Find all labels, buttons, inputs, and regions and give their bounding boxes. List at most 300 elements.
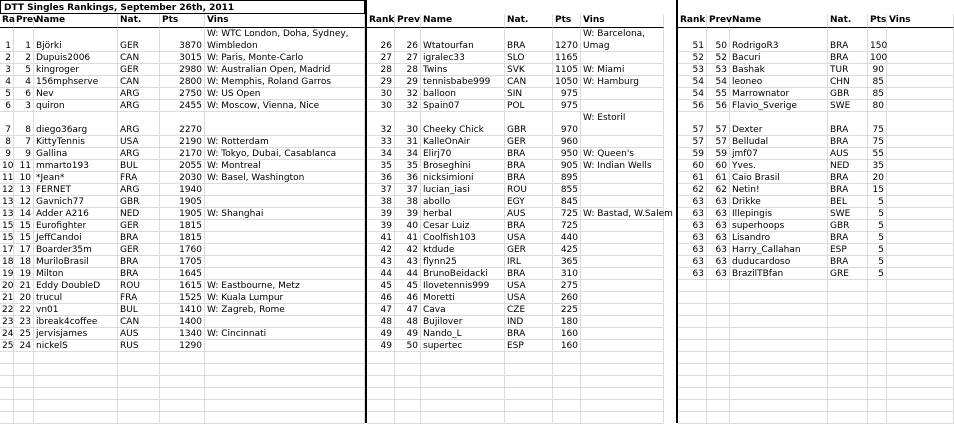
cell-pts[interactable]: 3015 <box>160 52 205 64</box>
cell-nat[interactable]: POL <box>505 100 553 112</box>
cell-wins[interactable] <box>887 148 954 160</box>
cell-pts[interactable]: 2980 <box>160 64 205 76</box>
cell-rank[interactable]: 63 <box>678 232 707 244</box>
cell-prev[interactable]: 31 <box>395 136 421 148</box>
cell-prev[interactable]: 34 <box>395 148 421 160</box>
cell-rank[interactable]: 60 <box>678 160 707 172</box>
cell-pts[interactable]: 2455 <box>160 100 205 112</box>
cell-prev[interactable]: 3 <box>14 100 34 112</box>
cell-name[interactable]: nicksimioni <box>421 172 505 184</box>
cell-pts[interactable]: 225 <box>553 304 581 316</box>
cell-nat[interactable]: GBR <box>118 196 160 208</box>
cell-nat[interactable]: BRA <box>505 268 553 280</box>
rank-header[interactable]: Rank <box>367 14 395 28</box>
cell-pts[interactable]: 845 <box>553 196 581 208</box>
cell-prev[interactable]: 23 <box>14 316 34 328</box>
cell-nat[interactable]: BRA <box>118 268 160 280</box>
cell-pts[interactable]: 180 <box>553 316 581 328</box>
cell-nat[interactable]: TUR <box>828 64 868 76</box>
cell-nat[interactable]: BRA <box>118 232 160 244</box>
cell-rank[interactable]: 15 <box>2 221 14 231</box>
cell-rank[interactable]: 18 <box>2 257 14 267</box>
cell-wins[interactable]: W: Kuala Lumpur <box>205 292 365 304</box>
empty-cell[interactable] <box>707 388 730 400</box>
empty-cell[interactable] <box>118 376 160 388</box>
cell-pts[interactable]: 5 <box>868 220 887 232</box>
cell-prev[interactable]: 21 <box>14 280 34 292</box>
cell-rank[interactable]: 24 <box>2 329 14 339</box>
cell-prev[interactable]: 20 <box>14 292 34 304</box>
cell-pts[interactable]: 35 <box>868 160 887 172</box>
cell-nat[interactable]: CAN <box>118 76 160 88</box>
cell-name[interactable]: Coolfish103 <box>421 232 505 244</box>
cell-wins[interactable]: W: Barcelona, Umag <box>581 28 664 52</box>
cell-nat[interactable]: ESP <box>505 340 553 352</box>
cell-prev[interactable]: 1 <box>14 28 34 52</box>
name-header[interactable]: Name <box>730 14 828 28</box>
empty-cell[interactable] <box>581 376 664 388</box>
empty-cell[interactable] <box>678 280 707 292</box>
cell-name[interactable]: Moretti <box>421 292 505 304</box>
cell-name[interactable]: abollo <box>421 196 505 208</box>
cell-prev[interactable]: 57 <box>707 136 730 148</box>
cell-rank[interactable]: 63 <box>678 220 707 232</box>
cell-nat[interactable]: EGY <box>505 196 553 208</box>
cell-name[interactable]: duducardoso <box>730 256 828 268</box>
cell-pts[interactable]: 1290 <box>160 340 205 352</box>
empty-cell[interactable] <box>581 388 664 400</box>
cell-pts[interactable]: 160 <box>553 340 581 352</box>
cell-name[interactable]: Cheeky Chick <box>421 112 505 136</box>
empty-cell[interactable] <box>868 292 887 304</box>
cell-pts[interactable]: 75 <box>868 136 887 148</box>
empty-cell[interactable] <box>0 412 14 424</box>
cell-wins[interactable]: W: Australian Open, Madrid <box>205 64 365 76</box>
cell-prev[interactable]: 12 <box>14 196 34 208</box>
cell-nat[interactable]: AUS <box>828 148 868 160</box>
empty-cell[interactable] <box>160 364 205 376</box>
cell-rank[interactable]: 29 <box>367 76 395 88</box>
cell-name[interactable]: mmarto193 <box>34 160 118 172</box>
cell-name[interactable]: balloon <box>421 88 505 100</box>
cell-prev[interactable]: 53 <box>707 64 730 76</box>
empty-cell[interactable] <box>505 412 553 424</box>
empty-cell[interactable] <box>367 400 395 412</box>
cell-wins[interactable]: W: Paris, Monte-Carlo <box>205 52 365 64</box>
empty-cell[interactable] <box>707 412 730 424</box>
cell-pts[interactable]: 1400 <box>160 316 205 328</box>
empty-cell[interactable] <box>678 376 707 388</box>
cell-prev[interactable]: 7 <box>14 136 34 148</box>
empty-cell[interactable] <box>730 412 828 424</box>
cell-wins[interactable]: W: Miami <box>581 64 664 76</box>
cell-pts[interactable]: 275 <box>553 280 581 292</box>
cell-rank[interactable]: 42 <box>367 244 395 256</box>
cell-rank[interactable]: 21 <box>2 293 14 303</box>
empty-cell[interactable] <box>118 352 160 364</box>
cell-prev[interactable]: 11 <box>14 160 34 172</box>
prev-header[interactable]: Prev <box>707 14 730 28</box>
cell-rank[interactable]: 51 <box>678 28 707 52</box>
empty-cell[interactable] <box>868 352 887 364</box>
empty-cell[interactable] <box>868 376 887 388</box>
cell-nat[interactable]: CZE <box>505 304 553 316</box>
cell-wins[interactable] <box>205 196 365 208</box>
cell-wins[interactable]: W: Cincinnati <box>205 328 365 340</box>
cell-prev[interactable]: 49 <box>395 328 421 340</box>
nat-header[interactable]: Nat. <box>505 14 553 28</box>
empty-cell[interactable] <box>14 388 34 400</box>
empty-cell[interactable] <box>553 412 581 424</box>
cell-pts[interactable]: 15 <box>868 184 887 196</box>
cell-wins[interactable]: W: WTC London, Doha, Sydney, Wimbledon <box>205 28 365 52</box>
cell-name[interactable]: Milton <box>34 268 118 280</box>
cell-prev[interactable]: 63 <box>707 232 730 244</box>
nat-header[interactable]: Nat. <box>118 14 160 28</box>
cell-nat[interactable]: ARG <box>118 100 160 112</box>
empty-cell[interactable] <box>730 388 828 400</box>
empty-cell[interactable] <box>14 352 34 364</box>
cell-rank[interactable]: 7 <box>0 112 14 136</box>
cell-pts[interactable]: 5 <box>868 256 887 268</box>
cell-nat[interactable]: FRA <box>118 172 160 184</box>
cell-prev[interactable]: 63 <box>707 256 730 268</box>
empty-cell[interactable] <box>828 388 868 400</box>
cell-name[interactable]: Caio Brasil <box>730 172 828 184</box>
cell-wins[interactable] <box>887 88 954 100</box>
empty-cell[interactable] <box>730 280 828 292</box>
cell-name[interactable]: Belludal <box>730 136 828 148</box>
cell-nat[interactable]: NED <box>118 208 160 220</box>
nat-header[interactable]: Nat. <box>828 14 868 28</box>
cell-name[interactable]: ibreak4coffee <box>34 316 118 328</box>
cell-pts[interactable]: 1105 <box>553 64 581 76</box>
empty-cell[interactable] <box>868 280 887 292</box>
cell-prev[interactable]: 40 <box>395 220 421 232</box>
cell-pts[interactable]: 85 <box>868 88 887 100</box>
empty-cell[interactable] <box>505 364 553 376</box>
cell-name[interactable]: Nev <box>34 88 118 100</box>
cell-name[interactable]: Gavnich77 <box>34 196 118 208</box>
empty-cell[interactable] <box>34 388 118 400</box>
cell-nat[interactable]: IND <box>505 316 553 328</box>
empty-cell[interactable] <box>160 352 205 364</box>
empty-cell[interactable] <box>887 412 954 424</box>
empty-cell[interactable] <box>14 400 34 412</box>
cell-wins[interactable]: W: Moscow, Vienna, Nice <box>205 100 365 112</box>
cell-pts[interactable]: 365 <box>553 256 581 268</box>
cell-prev[interactable]: 25 <box>14 328 34 340</box>
empty-cell[interactable] <box>887 292 954 304</box>
cell-prev[interactable]: 50 <box>707 28 730 52</box>
cell-wins[interactable] <box>581 88 664 100</box>
cell-wins[interactable] <box>581 136 664 148</box>
cell-wins[interactable] <box>205 244 365 256</box>
cell-wins[interactable]: W: Bastad, W.Salem <box>583 209 673 219</box>
cell-name[interactable]: igralec33 <box>421 52 505 64</box>
empty-cell[interactable] <box>205 352 365 364</box>
cell-prev[interactable]: 17 <box>14 244 34 256</box>
cell-pts[interactable]: 1815 <box>160 220 205 232</box>
cell-nat[interactable]: IRL <box>505 256 553 268</box>
cell-rank[interactable]: 45 <box>367 280 395 292</box>
cell-prev[interactable]: 43 <box>395 256 421 268</box>
empty-cell[interactable] <box>828 292 868 304</box>
cell-rank[interactable]: 63 <box>678 268 707 280</box>
cell-wins[interactable] <box>887 244 954 256</box>
cell-wins[interactable] <box>581 172 664 184</box>
cell-prev[interactable]: 37 <box>395 184 421 196</box>
cell-rank[interactable]: 33 <box>367 136 395 148</box>
cell-prev[interactable]: 14 <box>14 208 34 220</box>
empty-cell[interactable] <box>0 364 14 376</box>
cell-nat[interactable]: USA <box>505 232 553 244</box>
empty-cell[interactable] <box>505 400 553 412</box>
cell-wins[interactable] <box>581 100 664 112</box>
cell-prev[interactable]: 32 <box>395 100 421 112</box>
cell-nat[interactable]: ARG <box>118 184 160 196</box>
rank-header[interactable]: Ra <box>0 14 14 28</box>
empty-cell[interactable] <box>581 412 664 424</box>
cell-prev[interactable]: 54 <box>707 76 730 88</box>
empty-cell[interactable] <box>505 352 553 364</box>
empty-cell[interactable] <box>678 400 707 412</box>
cell-rank[interactable]: 63 <box>678 196 707 208</box>
cell-wins[interactable]: W: Estoril <box>581 112 664 136</box>
cell-pts[interactable]: 5 <box>868 208 887 220</box>
cell-nat[interactable]: GER <box>505 136 553 148</box>
empty-cell[interactable] <box>678 316 707 328</box>
cell-pts[interactable]: 55 <box>868 148 887 160</box>
cell-prev[interactable]: 2 <box>14 52 34 64</box>
empty-cell[interactable] <box>395 412 421 424</box>
empty-cell[interactable] <box>707 364 730 376</box>
cell-name[interactable]: Netin! <box>730 184 828 196</box>
cell-wins[interactable]: W: Zagreb, Rome <box>205 304 365 316</box>
cell-name[interactable]: Broseghini <box>421 160 505 172</box>
cell-rank[interactable]: 4 <box>0 76 14 88</box>
cell-prev[interactable]: 47 <box>395 304 421 316</box>
cell-nat[interactable]: ARG <box>118 112 160 136</box>
empty-cell[interactable] <box>118 400 160 412</box>
cell-nat[interactable]: CAN <box>118 52 160 64</box>
cell-wins[interactable] <box>887 268 954 280</box>
cell-pts[interactable]: 975 <box>553 100 581 112</box>
cell-prev[interactable]: 6 <box>14 88 34 100</box>
cell-pts[interactable]: 1760 <box>160 244 205 256</box>
cell-name[interactable]: KalleOnAir <box>421 136 505 148</box>
cell-nat[interactable]: USA <box>505 292 553 304</box>
empty-cell[interactable] <box>0 352 14 364</box>
empty-cell[interactable] <box>828 400 868 412</box>
cell-pts[interactable]: 1340 <box>160 328 205 340</box>
cell-prev[interactable]: 61 <box>707 172 730 184</box>
cell-rank[interactable]: 62 <box>678 184 707 196</box>
cell-name[interactable]: Drikke <box>730 196 828 208</box>
cell-wins[interactable] <box>887 112 954 136</box>
cell-pts[interactable]: 100 <box>870 53 888 63</box>
cell-pts[interactable]: 2800 <box>160 76 205 88</box>
cell-rank[interactable]: 41 <box>367 232 395 244</box>
cell-nat[interactable]: CAN <box>505 76 553 88</box>
cell-wins[interactable] <box>887 64 954 76</box>
cell-pts[interactable]: 725 <box>553 220 581 232</box>
cell-pts[interactable]: 1645 <box>160 268 205 280</box>
empty-cell[interactable] <box>678 412 707 424</box>
empty-cell[interactable] <box>581 364 664 376</box>
cell-name[interactable]: kingroger <box>34 64 118 76</box>
empty-cell[interactable] <box>395 388 421 400</box>
cell-rank[interactable]: 57 <box>678 136 707 148</box>
cell-name[interactable]: Cava <box>421 304 505 316</box>
empty-cell[interactable] <box>367 352 395 364</box>
empty-cell[interactable] <box>730 376 828 388</box>
cell-rank[interactable]: 36 <box>367 172 395 184</box>
empty-cell[interactable] <box>707 280 730 292</box>
wins-header[interactable]: Vins <box>205 14 365 28</box>
cell-pts[interactable]: 2170 <box>160 148 205 160</box>
cell-rank[interactable]: 5 <box>0 88 14 100</box>
cell-name[interactable]: JeffCandoi <box>34 232 118 244</box>
cell-nat[interactable]: AUS <box>118 328 160 340</box>
cell-name[interactable]: Twins <box>421 64 505 76</box>
cell-name[interactable]: 156mphserve <box>34 76 118 88</box>
cell-name[interactable]: Elirj70 <box>421 148 505 160</box>
empty-cell[interactable] <box>14 376 34 388</box>
cell-pts[interactable]: 3870 <box>160 28 205 52</box>
cell-prev[interactable]: 57 <box>707 112 730 136</box>
cell-nat[interactable]: BRA <box>505 220 553 232</box>
cell-wins[interactable] <box>581 184 664 196</box>
cell-rank[interactable]: 23 <box>2 317 14 327</box>
empty-cell[interactable] <box>367 388 395 400</box>
cell-name[interactable]: ktdude <box>421 244 505 256</box>
empty-cell[interactable] <box>730 400 828 412</box>
empty-cell[interactable] <box>421 388 505 400</box>
cell-pts[interactable]: 1050 <box>553 76 581 88</box>
cell-prev[interactable]: 19 <box>14 268 34 280</box>
cell-pts[interactable]: 1615 <box>160 280 205 292</box>
cell-wins[interactable]: W: Queen's <box>581 148 664 160</box>
cell-wins[interactable]: W: Shanghai <box>205 208 365 220</box>
empty-cell[interactable] <box>395 376 421 388</box>
cell-wins[interactable] <box>887 196 954 208</box>
cell-wins[interactable] <box>205 220 365 232</box>
cell-rank[interactable]: 47 <box>367 304 395 316</box>
cell-name[interactable]: tennisbabe999 <box>421 76 505 88</box>
empty-cell[interactable] <box>887 340 954 352</box>
empty-cell[interactable] <box>421 364 505 376</box>
empty-cell[interactable] <box>828 316 868 328</box>
cell-prev[interactable]: 32 <box>395 88 421 100</box>
cell-name[interactable]: Dupuis2006 <box>34 52 118 64</box>
empty-cell[interactable] <box>730 340 828 352</box>
cell-pts[interactable]: 1410 <box>160 304 205 316</box>
cell-rank[interactable]: 38 <box>367 196 395 208</box>
cell-name[interactable]: Nando_L <box>421 328 505 340</box>
empty-cell[interactable] <box>828 304 868 316</box>
cell-nat[interactable]: ARG <box>118 148 160 160</box>
cell-wins[interactable] <box>581 244 664 256</box>
empty-cell[interactable] <box>367 364 395 376</box>
empty-cell[interactable] <box>707 328 730 340</box>
empty-cell[interactable] <box>160 388 205 400</box>
cell-nat[interactable]: USA <box>118 136 160 148</box>
cell-name[interactable]: Cesar Luiz <box>421 220 505 232</box>
empty-cell[interactable] <box>868 304 887 316</box>
cell-nat[interactable]: USA <box>505 280 553 292</box>
cell-name[interactable]: Illepingis <box>730 208 828 220</box>
cell-rank[interactable]: 30 <box>367 88 395 100</box>
cell-rank[interactable]: 22 <box>2 305 14 315</box>
cell-rank[interactable]: 46 <box>367 292 395 304</box>
cell-pts[interactable]: 1705 <box>160 256 205 268</box>
cell-wins[interactable] <box>581 232 664 244</box>
empty-cell[interactable] <box>678 304 707 316</box>
cell-pts[interactable]: 2750 <box>160 88 205 100</box>
cell-prev[interactable]: 44 <box>395 268 421 280</box>
empty-cell[interactable] <box>887 364 954 376</box>
cell-nat[interactable]: BRA <box>505 160 553 172</box>
cell-pts[interactable]: 1165 <box>553 52 581 64</box>
cell-prev[interactable]: 24 <box>14 340 34 352</box>
cell-pts[interactable]: 2270 <box>160 112 205 136</box>
cell-rank[interactable]: 54 <box>678 76 707 88</box>
cell-prev[interactable]: 52 <box>707 52 730 64</box>
cell-wins[interactable] <box>581 268 664 280</box>
cell-nat[interactable]: GER <box>118 220 160 232</box>
cell-prev[interactable]: 35 <box>395 160 421 172</box>
cell-rank[interactable]: 44 <box>367 268 395 280</box>
cell-name[interactable]: Eddy DoubleD <box>34 280 118 292</box>
cell-wins[interactable] <box>581 280 664 292</box>
cell-nat[interactable]: RUS <box>118 340 160 352</box>
cell-name[interactable]: jmf07 <box>730 148 828 160</box>
empty-cell[interactable] <box>707 340 730 352</box>
cell-pts[interactable]: 1940 <box>160 184 205 196</box>
cell-name[interactable]: BrazilTBfan <box>730 268 828 280</box>
cell-wins[interactable]: W: Montreal <box>205 160 365 172</box>
empty-cell[interactable] <box>205 376 365 388</box>
cell-nat[interactable]: BEL <box>828 196 868 208</box>
cell-prev[interactable]: 42 <box>395 244 421 256</box>
cell-rank[interactable]: 26 <box>367 28 395 52</box>
cell-prev[interactable]: 63 <box>707 244 730 256</box>
cell-name[interactable]: herbal <box>421 208 505 220</box>
cell-prev[interactable]: 22 <box>14 304 34 316</box>
empty-cell[interactable] <box>707 400 730 412</box>
cell-pts[interactable]: 1270 <box>553 28 581 52</box>
cell-name[interactable]: Spain07 <box>421 100 505 112</box>
cell-rank[interactable]: 43 <box>367 256 395 268</box>
empty-cell[interactable] <box>160 376 205 388</box>
cell-wins[interactable] <box>887 232 954 244</box>
cell-wins[interactable]: W: Hamburg <box>581 76 664 88</box>
cell-rank[interactable]: 13 <box>2 209 14 219</box>
cell-wins[interactable] <box>205 232 365 244</box>
cell-rank[interactable]: 19 <box>2 269 14 279</box>
cell-name[interactable]: vn01 <box>34 304 118 316</box>
empty-cell[interactable] <box>887 304 954 316</box>
cell-pts[interactable]: 970 <box>553 112 581 136</box>
empty-cell[interactable] <box>34 376 118 388</box>
empty-cell[interactable] <box>868 388 887 400</box>
cell-wins[interactable] <box>205 184 365 196</box>
cell-prev[interactable]: 41 <box>395 232 421 244</box>
sheet-title[interactable]: DTT Singles Rankings, September 26th, 2011 <box>0 0 365 14</box>
cell-name[interactable]: MuriloBrasil <box>34 256 118 268</box>
cell-name[interactable]: quiron <box>34 100 118 112</box>
